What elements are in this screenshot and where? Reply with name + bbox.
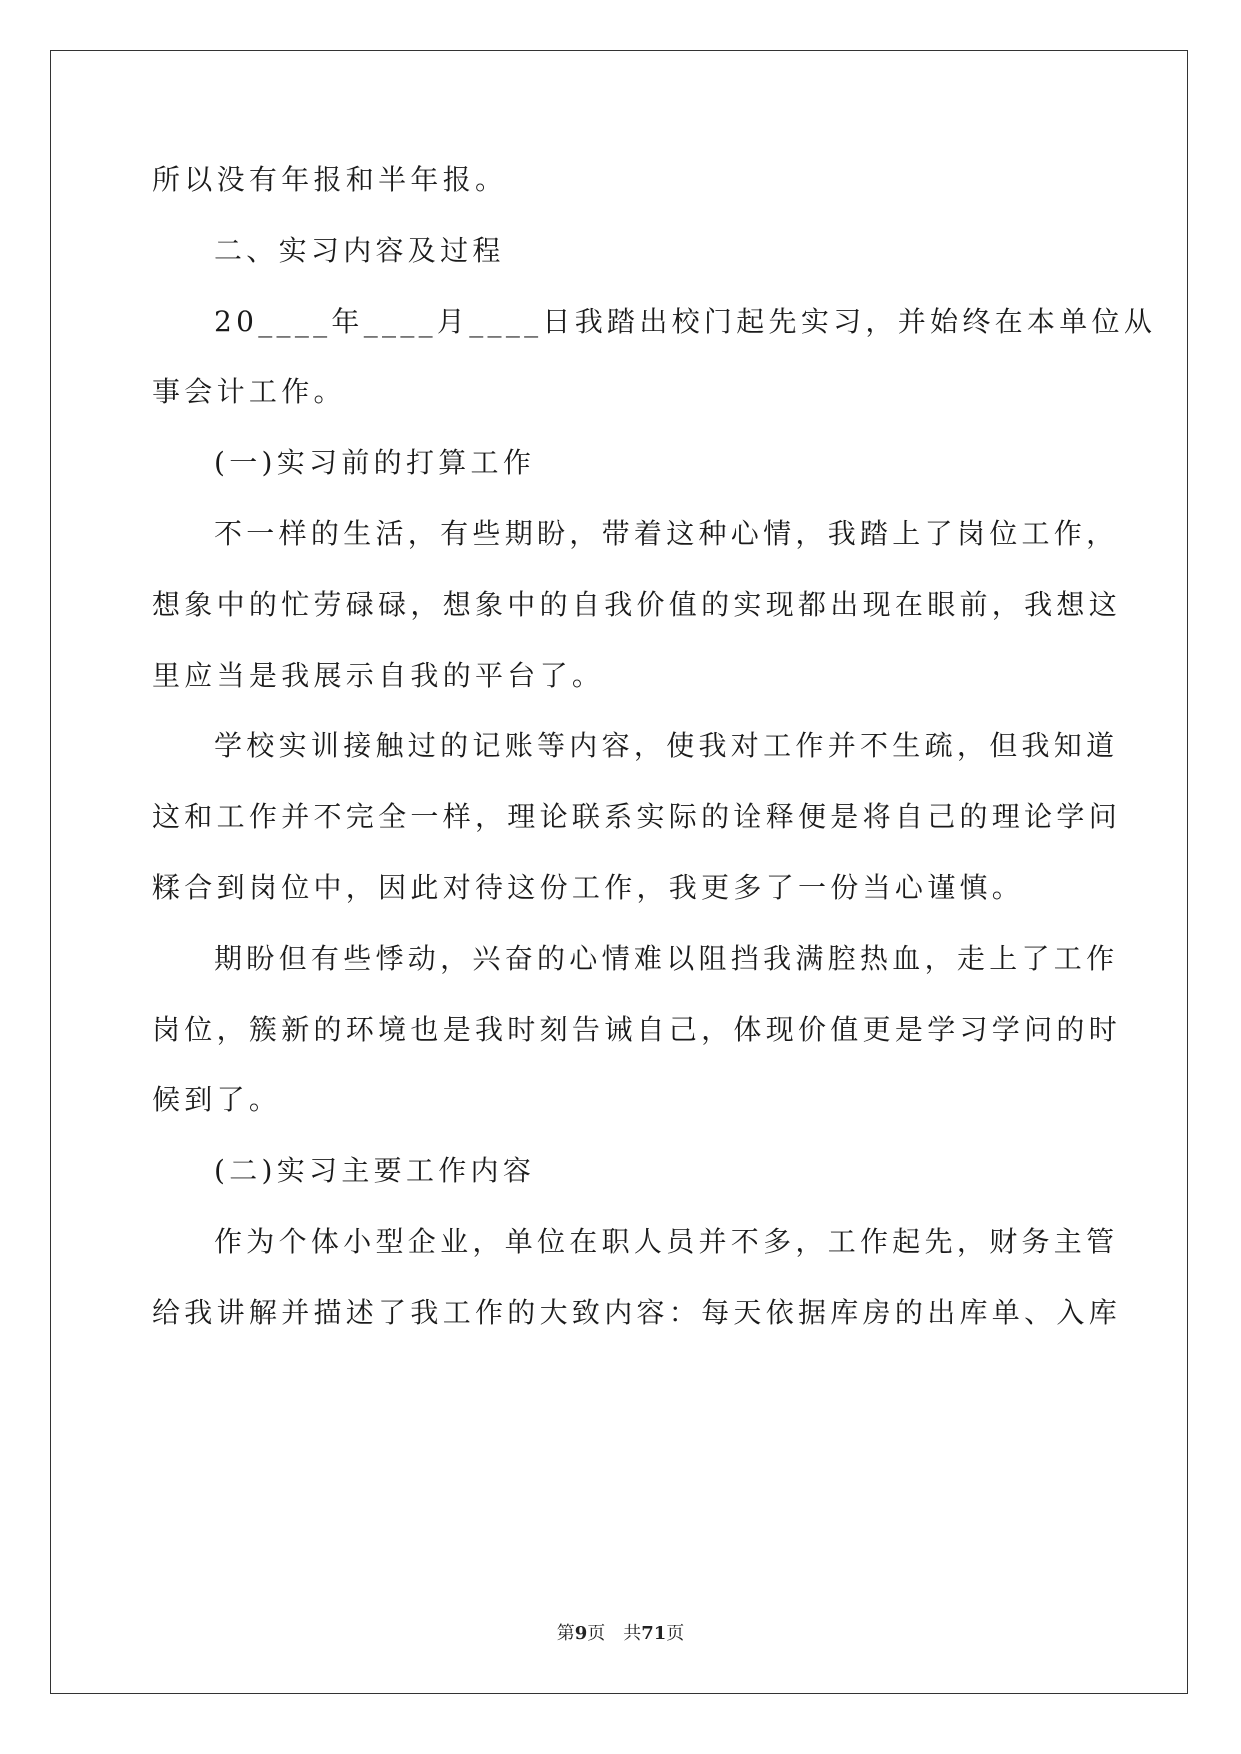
body-line: 学校实训接触过的记账等内容，使我对工作并不生疏，但我知道 bbox=[214, 729, 1119, 762]
total-prefix: 共 bbox=[623, 1623, 642, 1644]
body-line: 里应当是我展示自我的平台了。 bbox=[152, 659, 605, 692]
total-suffix: 页 bbox=[666, 1623, 685, 1644]
body-line: 想象中的忙劳碌碌，想象中的自我价值的实现都出现在眼前，我想这 bbox=[152, 588, 1122, 621]
section-heading: 二、实习内容及过程 bbox=[214, 234, 505, 267]
page-footer bbox=[0, 1622, 1241, 1646]
body-line: 20____年____月____日我踏出校门起先实习，并始终在本单位从 bbox=[214, 305, 1157, 338]
subsection-heading: (一)实习前的打算工作 bbox=[214, 446, 536, 479]
subsection-heading: (二)实习主要工作内容 bbox=[214, 1154, 536, 1187]
body-line: 岗位，簇新的环境也是我时刻告诫自己，体现价值更是学习学问的时 bbox=[152, 1013, 1122, 1046]
body-line: 给我讲解并描述了我工作的大致内容：每天依据库房的出库单、入库 bbox=[152, 1296, 1122, 1329]
page-prefix: 第 bbox=[556, 1623, 575, 1644]
body-line: 不一样的生活，有些期盼，带着这种心情，我踏上了岗位工作， bbox=[214, 517, 1119, 550]
body-line: 作为个体小型企业，单位在职人员并不多，工作起先，财务主管 bbox=[214, 1225, 1119, 1258]
body-line: 候到了。 bbox=[152, 1083, 282, 1116]
body-line: 事会计工作。 bbox=[152, 375, 346, 408]
page-suffix: 页 bbox=[587, 1623, 606, 1644]
body-line: 这和工作并不完全一样，理论联系实际的诠释便是将自己的理论学问 bbox=[152, 800, 1122, 833]
body-line: 所以没有年报和半年报。 bbox=[152, 163, 508, 196]
page-total: 71 bbox=[641, 1623, 667, 1644]
body-line: 糅合到岗位中，因此对待这份工作，我更多了一份当心谨慎。 bbox=[152, 871, 1025, 904]
body-line: 期盼但有些悸动，兴奋的心情难以阻挡我满腔热血，走上了工作 bbox=[214, 942, 1119, 975]
page-current: 9 bbox=[574, 1623, 588, 1644]
